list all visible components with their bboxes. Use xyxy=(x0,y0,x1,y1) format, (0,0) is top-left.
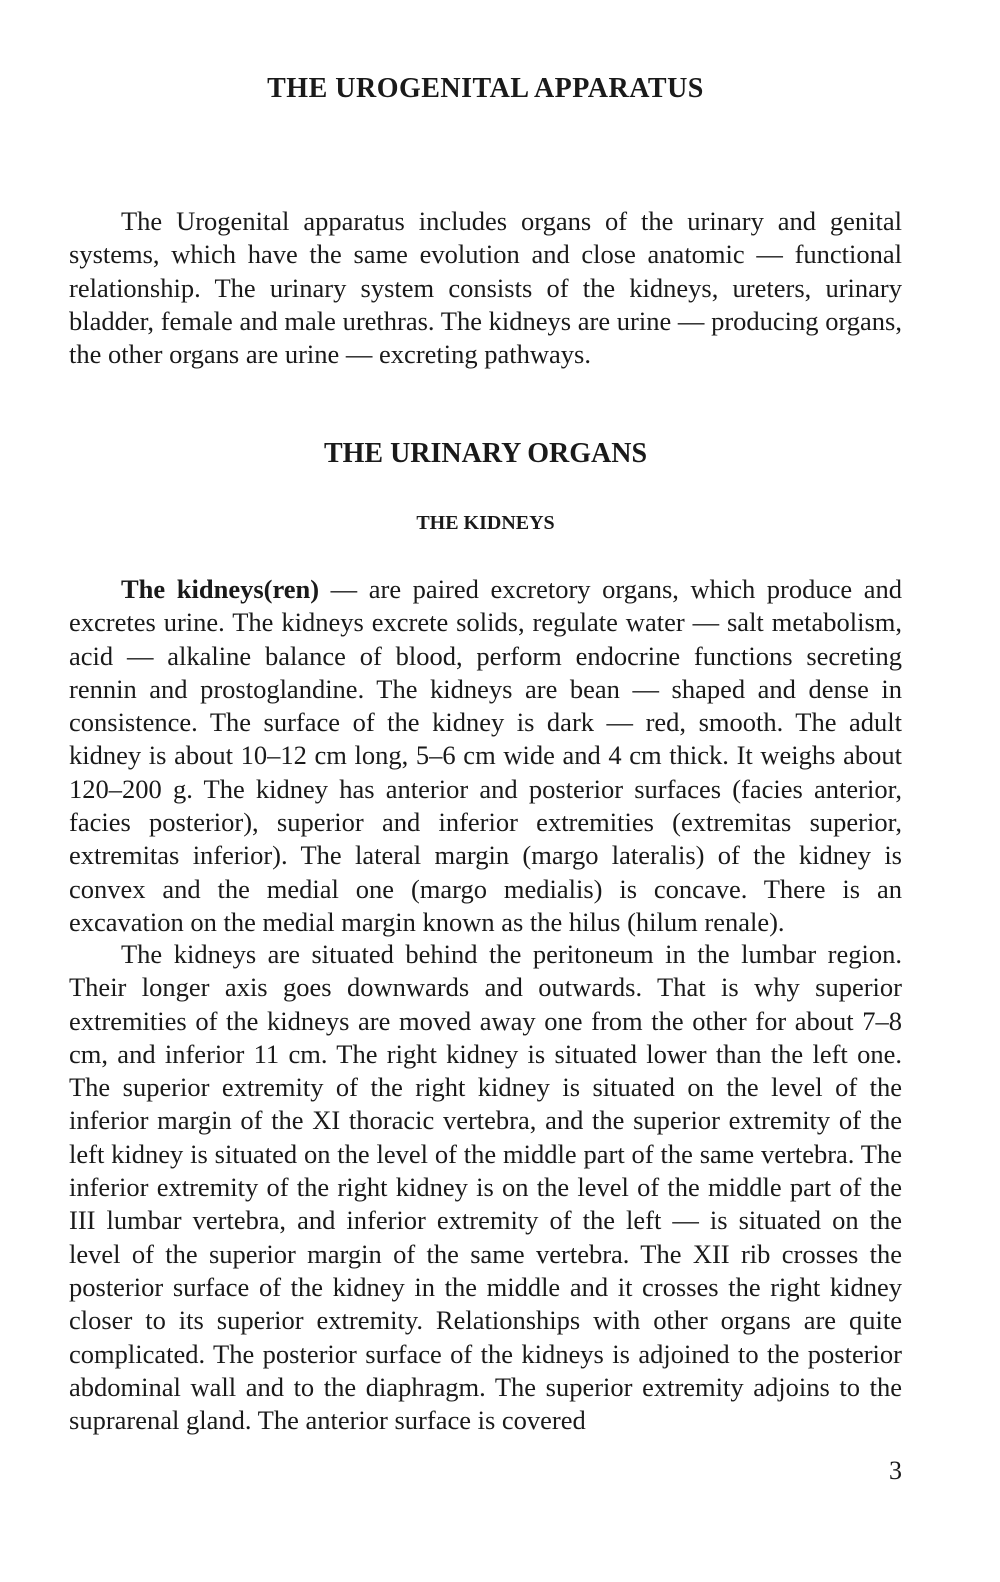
page-number: 3 xyxy=(889,1456,902,1485)
term-kidneys: The kidneys(ren) xyxy=(121,574,320,604)
kidneys-paragraph-1-text: — are paired excretory organs, which produce and excretes urine. The kidneys excrete solids, regulate water — salt metabolism, acid — alkaline balance of blood, perform endocrine functions secreting rennin and prostoglandine. The kidneys are bean — shaped and dense in consistence. The surface of the kidney is dark — red, smooth. The adult kidney is about 10–12 cm long, 5–6 cm wide and 4 cm thick. It weighs about 120–200 g. The kidney has anterior and posterior surfaces (facies anterior, facies posterior), superior and inferior extremities (extremitas superior, extremitas inferior). The lateral margin (margo lateralis) of the kidney is convex and the medial one (margo medialis) is concave. There is an excavation on the medial margin known as the hilus (hilum renale). xyxy=(69,574,902,937)
kidneys-paragraph-2: The kidneys are situated behind the peritoneum in the lumbar region. Their longer axis goes downwards and outwards. That is why superior extremities of the kidneys are moved away one from the other for about 7–8 cm, and inferior 11 cm. The right kidney is situated lower than the left one. The superior extremity of the right kidney is situated on the level of the inferior margin of the XI thoracic vertebra, and the superior extremity of the left kidney is situated on the level of the middle part of the same vertebra. The inferior extremity of the right kidney is on the level of the middle part of the III lumbar vertebra, and inferior extremity of the left — is situated on the level of the superior margin of the same vertebra. The XII rib crosses the posterior surface of the kidney in the middle and it crosses the right kidney closer to its superior extremity. Relationships with other organs are quite complicated. The posterior surface of the kidneys is adjoined to the posterior abdominal wall and to the diaphragm. The superior extremity adjoins to the suprarenal gland. The anterior surface is covered xyxy=(69,939,902,1436)
intro-paragraph: The Urogenital apparatus includes organs of the urinary and genital systems, which have the same evolution and close anatomic — functional relationship. The urinary system consists of the kidneys, ureters, urinary bladder, female and male urethras. The kidneys are urine — producing organs, the other organs are urine — excreting pathways. xyxy=(69,206,902,370)
kidneys-paragraph-1 xyxy=(69,573,902,939)
subsection-title: THE KIDNEYS xyxy=(416,512,555,534)
chapter-title: THE UROGENITAL APPARATUS xyxy=(267,73,704,104)
section-title: THE URINARY ORGANS xyxy=(323,438,648,469)
book-page xyxy=(69,0,902,1582)
